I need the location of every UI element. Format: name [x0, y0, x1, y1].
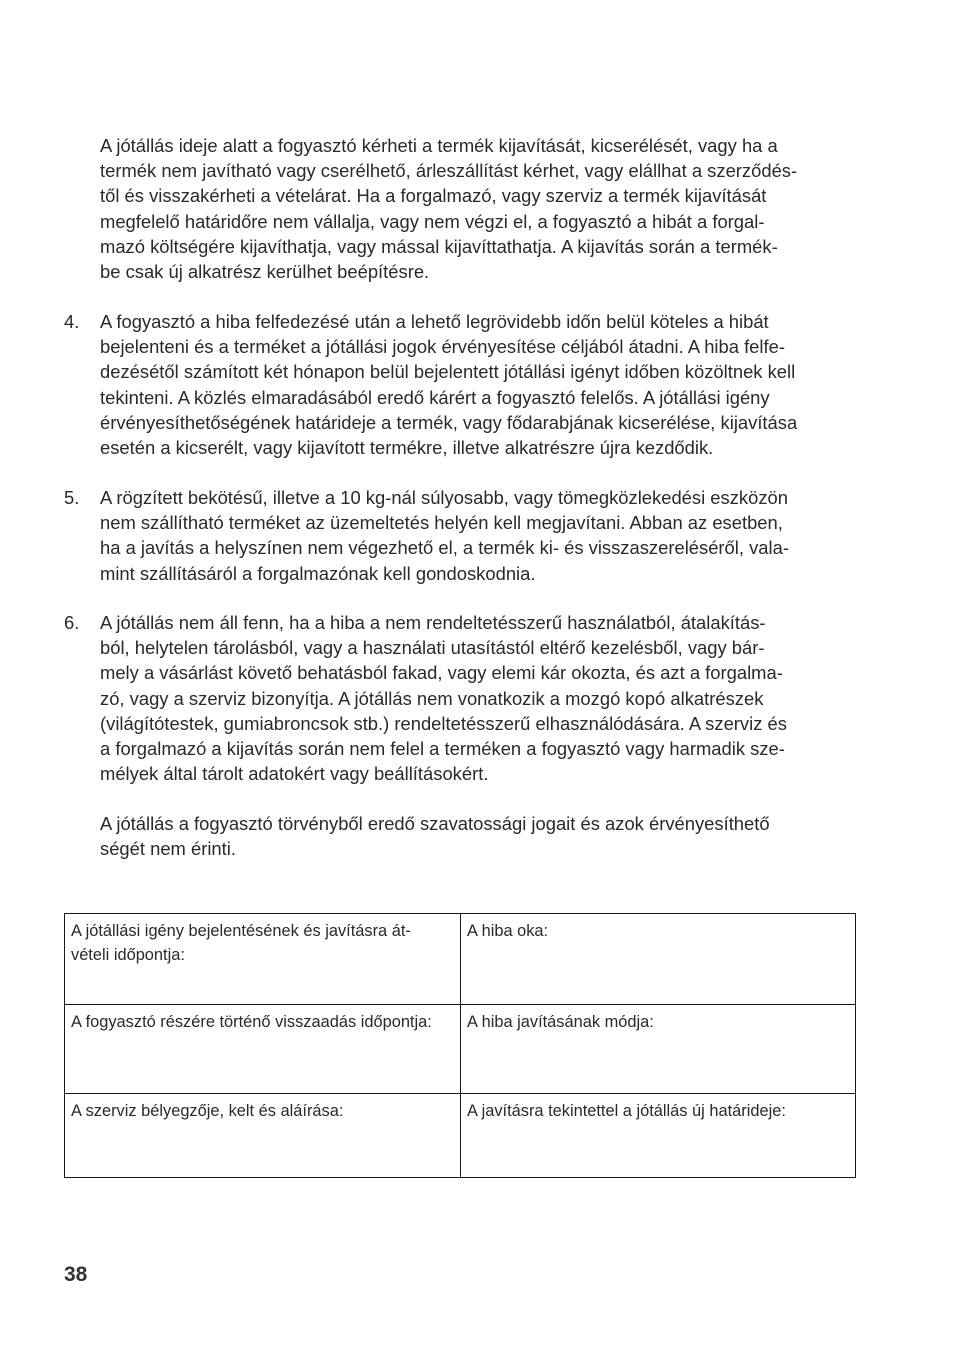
form-cell-label: A fogyasztó részére történő visszaadás időpontja:: [71, 1013, 432, 1031]
text-line: a forgalmazó a kijavítás során nem felel a terméken a fogyasztó vagy harmadik sze-: [100, 738, 785, 760]
text-line: esetén a kicserélt, vagy kijavított termékre, illetve alkatrészre újra kezdődik.: [100, 437, 714, 459]
text-line: megfelelő határidőre nem vállalja, vagy nem végzi el, a fogyasztó a hibát a forgal-: [100, 210, 765, 232]
item-number: 5.: [64, 487, 80, 508]
intro-paragraph: [100, 133, 860, 284]
form-cell-repair-method[interactable]: [461, 1005, 855, 1094]
text-line: ha a javítás a helyszínen nem végezhető el, a termék ki- és visszaszereléséről, vala-: [100, 537, 789, 559]
form-cell-label: A szerviz bélyegzője, kelt és aláírása:: [71, 1102, 344, 1120]
form-cell-new-deadline[interactable]: [461, 1094, 855, 1177]
form-cell-claim-date[interactable]: [65, 914, 461, 1005]
form-cell-label: A jótállási igény bejelentésének és javításra át-: [71, 922, 411, 940]
form-cell-return-date[interactable]: [65, 1005, 461, 1094]
form-cell-label: A javításra tekintettel a jótállás új határideje:: [467, 1102, 786, 1120]
text-line: től és visszakérheti a vételárat. Ha a forgalmazó, vagy szerviz a termék kijavítását: [100, 185, 767, 207]
text-line: zó, vagy a szerviz bizonyítja. A jótállás nem vonatkozik a mozgó kopó alkatrészek: [100, 687, 764, 709]
item-4-paragraph: [100, 309, 860, 460]
closing-paragraph: [100, 811, 860, 861]
item-number: 4.: [64, 311, 80, 332]
text-line: mely a vásárlást követő behatásból fakad, vagy elemi kár okozta, és azt a forgalma-: [100, 662, 783, 684]
text-line: ségét nem érinti.: [100, 838, 236, 860]
text-line: ból, helytelen tárolásból, vagy a használati utasítástól eltérő kezelésből, vagy bár-: [100, 637, 765, 659]
warranty-repair-form-table: [64, 913, 856, 1178]
text-line: A jótállás ideje alatt a fogyasztó kérheti a termék kijavítását, kicserélését, vagy ha a: [100, 135, 778, 156]
text-line: A jótállás a fogyasztó törvényből eredő szavatossági jogait és azok érvényesíthető: [100, 813, 770, 834]
text-line: mélyek által tárolt adatokért vagy beállításokért.: [100, 763, 489, 785]
text-line: dezésétől számított két hónapon belül bejelentett jótállási igényt időben közöltnek kell: [100, 361, 796, 383]
text-line: A rögzített bekötésű, illetve a 10 kg-nál súlyosabb, vagy tömegközlekedési eszközön: [100, 487, 788, 508]
item-6-paragraph: [100, 610, 860, 786]
form-cell-label: A hiba javításának módja:: [467, 1013, 654, 1031]
text-line: bejelenteni és a terméket a jótállási jogok érvényesítése céljából átadni. A hiba felfe-: [100, 336, 785, 358]
form-cell-label: A hiba oka:: [467, 922, 549, 940]
text-line: érvényesíthetőségének határideje a termék, vagy fődarabjának kicserélése, kijavítása: [100, 411, 798, 433]
text-line: be csak új alkatrész kerülhet beépítésre.: [100, 261, 430, 283]
text-line: (világítótestek, gumiabroncsok stb.) rendeltetésszerű elhasználódására. A szerviz és: [100, 712, 787, 734]
text-line: mint szállításáról a forgalmazónak kell gondoskodnia.: [100, 562, 536, 584]
form-cell-label: vételi időpontja:: [71, 946, 185, 964]
text-line: nem szállítható terméket az üzemeltetés helyén kell megjavítani. Abban az esetben,: [100, 512, 783, 534]
form-cell-service-stamp[interactable]: [65, 1094, 461, 1177]
item-5-paragraph: [100, 485, 860, 586]
text-line: termék nem javítható vagy cserélhető, árleszállítást kérhet, vagy elállhat a szerződés-: [100, 160, 798, 182]
text-line: mazó költségére kijavíthatja, vagy mással kijavíttathatja. A kijavítás során a termék-: [100, 235, 778, 257]
page-number: 38: [64, 1263, 88, 1286]
item-number: 6.: [64, 612, 80, 633]
text-line: A fogyasztó a hiba felfedezésé után a lehető legrövidebb időn belül köteles a hibát: [100, 311, 769, 332]
text-line: A jótállás nem áll fenn, ha a hiba a nem rendeltetésszerű használatból, átalakítás-: [100, 612, 766, 633]
form-cell-fault-cause[interactable]: [461, 914, 855, 1005]
text-line: tekinteni. A közlés elmaradásából eredő kárért a fogyasztó felelős. A jótállási igény: [100, 386, 770, 408]
